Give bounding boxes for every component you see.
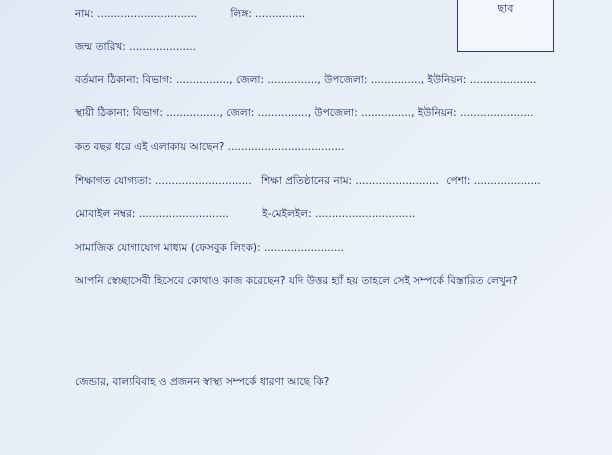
institution-field[interactable]: শিক্ষা প্রতিষ্ঠানের নাম: ......................... (261, 175, 439, 187)
volunteer-question (75, 274, 518, 288)
awareness-question (75, 375, 329, 389)
present-address-field[interactable]: বর্তমান ঠিকানা: বিভাগ: ................, জেলা: ..............., উপজেলা: ..............., ইউনিয়ন: .................... (75, 74, 537, 86)
contact-line (75, 207, 415, 221)
photo-box-label: ছাব (497, 2, 514, 15)
years-in-area-line (75, 140, 344, 154)
years-in-area-field[interactable]: কত বছর ধরে এই এলাকায় আছেন? ................................... (75, 141, 345, 153)
dob-line (75, 40, 196, 54)
profession-field[interactable]: পেশা: .................... (446, 175, 541, 187)
permanent-address-field[interactable]: স্থায়ী ঠিকানা: বিভাগ: ................, জেলা: ..............., উপজেলা: ..............., ইউনিয়ন: ...................... (75, 107, 534, 119)
name-field[interactable]: নাম: .............................. (75, 8, 198, 20)
dob-field[interactable]: জন্ম তারিখ: .................... (75, 41, 196, 53)
photo-box (457, 0, 554, 52)
email-field[interactable]: ই-মেইলইল: .............................. (262, 208, 416, 220)
social-media-field[interactable]: সামাজিক যোগাযোগ মাধ্যম (ফেসবুক লিংক): ........................ (75, 242, 344, 254)
education-field[interactable]: শিক্ষাগত যোগ্যতা: ............................. (75, 175, 252, 187)
awareness-question-text: জেন্ডার, বাল্যবিবাহ ও প্রজনন স্বাস্থ্য সম্পর্কে ধারণা আছে কি? (75, 376, 330, 388)
social-media-line (75, 241, 344, 255)
sex-field[interactable]: লিঙ্গ: ............... (230, 8, 306, 20)
education-line (75, 174, 541, 188)
volunteer-question-text: আপনি স্বেচ্ছাসেবী হিসেবে কোথাও কাজ করেছেন? যদি উত্তর হ্যাঁ হয় তাহলে সেই সম্পর্কে বিস্তারিত লেখুন? (75, 275, 518, 287)
mobile-field[interactable]: মোবাইল নম্বর: ........................... (75, 208, 229, 220)
permanent-address-line (75, 106, 533, 120)
name-line (75, 7, 305, 21)
present-address-line (75, 73, 536, 87)
